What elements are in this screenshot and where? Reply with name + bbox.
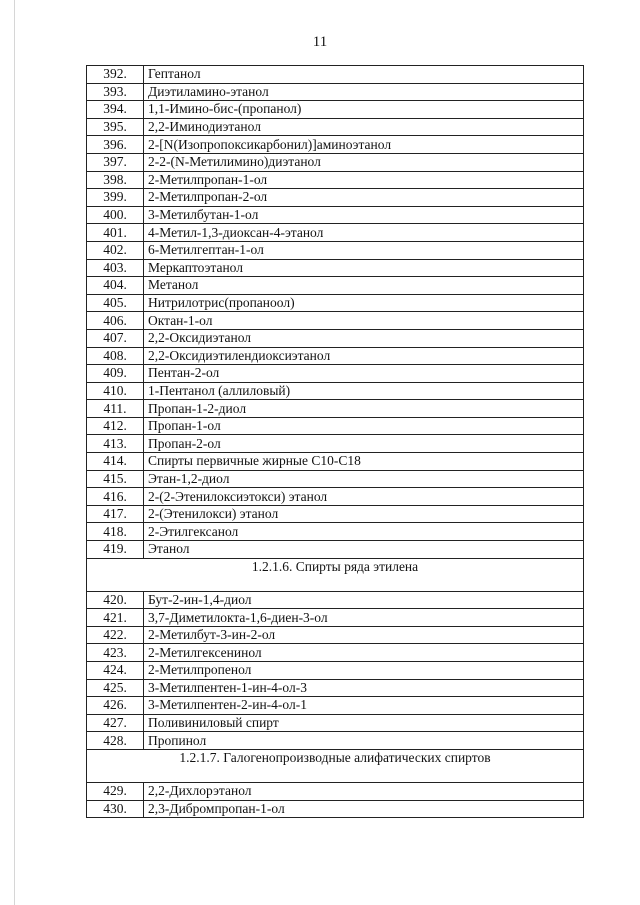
row-number: 412. [87,417,144,435]
section-heading-row [87,558,584,591]
table-row [87,626,584,644]
table-row [87,365,584,383]
row-number: 417. [87,505,144,523]
substance-name: Октан-1-ол [144,312,584,330]
page-number: 11 [312,34,328,50]
table-row [87,697,584,715]
table-row [87,83,584,101]
table-row [87,732,584,750]
table-row [87,782,584,800]
substance-name: 3-Метилпентен-2-ин-4-ол-1 [144,697,584,715]
row-number: 428. [87,732,144,750]
substance-name: 2,3-Дибромпропан-1-ол [144,800,584,818]
row-number: 425. [87,679,144,697]
table-row [87,453,584,471]
row-number: 394. [87,101,144,119]
table-row [87,241,584,259]
row-number: 410. [87,382,144,400]
row-number: 406. [87,312,144,330]
substance-name: Этанол [144,541,584,559]
table-row [87,505,584,523]
substance-name: Этан-1,2-диол [144,470,584,488]
table-row [87,259,584,277]
table-row [87,118,584,136]
table-row [87,329,584,347]
table-row [87,435,584,453]
table-row [87,417,584,435]
substance-name: 2-Метилгексенинол [144,644,584,662]
table-row [87,679,584,697]
row-number: 413. [87,435,144,453]
row-number: 405. [87,294,144,312]
row-number: 421. [87,609,144,627]
substance-name: 2-(2-Этенилоксиэтокси) этанол [144,488,584,506]
row-number: 401. [87,224,144,242]
substance-name: 2-Метилпропенол [144,662,584,680]
row-number: 403. [87,259,144,277]
table-row [87,800,584,818]
row-number: 422. [87,626,144,644]
substance-name: 2,2-Дихлорэтанол [144,782,584,800]
table-row [87,189,584,207]
substance-name: Пропинол [144,732,584,750]
row-number: 411. [87,400,144,418]
substance-name: Нитрилотрис(пропаноол) [144,294,584,312]
row-number: 408. [87,347,144,365]
row-number: 430. [87,800,144,818]
row-number: 409. [87,365,144,383]
substance-name: 2-Метилпропан-2-ол [144,189,584,207]
substance-name: 4-Метил-1,3-диоксан-4-этанол [144,224,584,242]
row-number: 404. [87,277,144,295]
row-number: 398. [87,171,144,189]
substance-table-body [87,66,584,818]
table-row [87,101,584,119]
substance-name: 3-Метилбутан-1-ол [144,206,584,224]
substance-name: 1-Пентанол (аллиловый) [144,382,584,400]
table-row [87,609,584,627]
row-number: 407. [87,329,144,347]
row-number: 396. [87,136,144,154]
row-number: 415. [87,470,144,488]
substance-name: 2,2-Оксидиэтилендиоксиэтанол [144,347,584,365]
row-number: 414. [87,453,144,471]
substance-name: 2-[N(Изопропоксикарбонил)]аминоэтанол [144,136,584,154]
substance-name: Поливиниловый спирт [144,714,584,732]
table-row [87,224,584,242]
table-row [87,347,584,365]
substance-name: Пропан-1-ол [144,417,584,435]
substance-name: 2,2-Иминодиэтанол [144,118,584,136]
table-row [87,206,584,224]
substance-name: Бут-2-ин-1,4-диол [144,591,584,609]
substance-name: 6-Метилгептан-1-ол [144,241,584,259]
substance-name: 2-Этилгексанол [144,523,584,541]
substance-name: Пропан-1-2-диол [144,400,584,418]
table-row [87,277,584,295]
row-number: 400. [87,206,144,224]
substance-name: Диэтиламино-этанол [144,83,584,101]
row-number: 429. [87,782,144,800]
table-row [87,136,584,154]
substance-name: Гептанол [144,66,584,84]
row-number: 419. [87,541,144,559]
row-number: 393. [87,83,144,101]
row-number: 397. [87,153,144,171]
table-row [87,400,584,418]
table-row [87,714,584,732]
row-number: 392. [87,66,144,84]
table-row [87,470,584,488]
substance-name: 2-Метилбут-3-ин-2-ол [144,626,584,644]
row-number: 416. [87,488,144,506]
substance-name: 3-Метилпентен-1-ин-4-ол-3 [144,679,584,697]
substance-name: 1,1-Имино-бис-(пропанол) [144,101,584,119]
table-row [87,591,584,609]
substance-table [86,65,584,818]
row-number: 402. [87,241,144,259]
row-number: 420. [87,591,144,609]
row-number: 423. [87,644,144,662]
row-number: 399. [87,189,144,207]
substance-name: Пропан-2-ол [144,435,584,453]
substance-name: Меркаптоэтанол [144,259,584,277]
table-row [87,644,584,662]
substance-name: 2-(Этенилокси) этанол [144,505,584,523]
row-number: 424. [87,662,144,680]
table-row [87,541,584,559]
substance-name: Спирты первичные жирные С10-С18 [144,453,584,471]
table-row [87,382,584,400]
substance-name: 2,2-Оксидиэтанол [144,329,584,347]
row-number: 395. [87,118,144,136]
substance-name: Пентан-2-ол [144,365,584,383]
substance-name: 3,7-Диметилокта-1,6-диен-3-ол [144,609,584,627]
section-heading: 1.2.1.7. Галогенопроизводные алифатических спиртов [87,749,584,782]
table-row [87,662,584,680]
scan-edge-line [14,0,15,905]
section-heading-row [87,749,584,782]
table-row [87,66,584,84]
table-row [87,312,584,330]
substance-name: 2-Метилпропан-1-ол [144,171,584,189]
table-row [87,488,584,506]
row-number: 418. [87,523,144,541]
table-row [87,171,584,189]
substance-name: 2-2-(N-Метилимино)диэтанол [144,153,584,171]
row-number: 426. [87,697,144,715]
row-number: 427. [87,714,144,732]
substance-name: Метанол [144,277,584,295]
table-row [87,153,584,171]
table-row [87,523,584,541]
section-heading: 1.2.1.6. Спирты ряда этилена [87,558,584,591]
table-row [87,294,584,312]
